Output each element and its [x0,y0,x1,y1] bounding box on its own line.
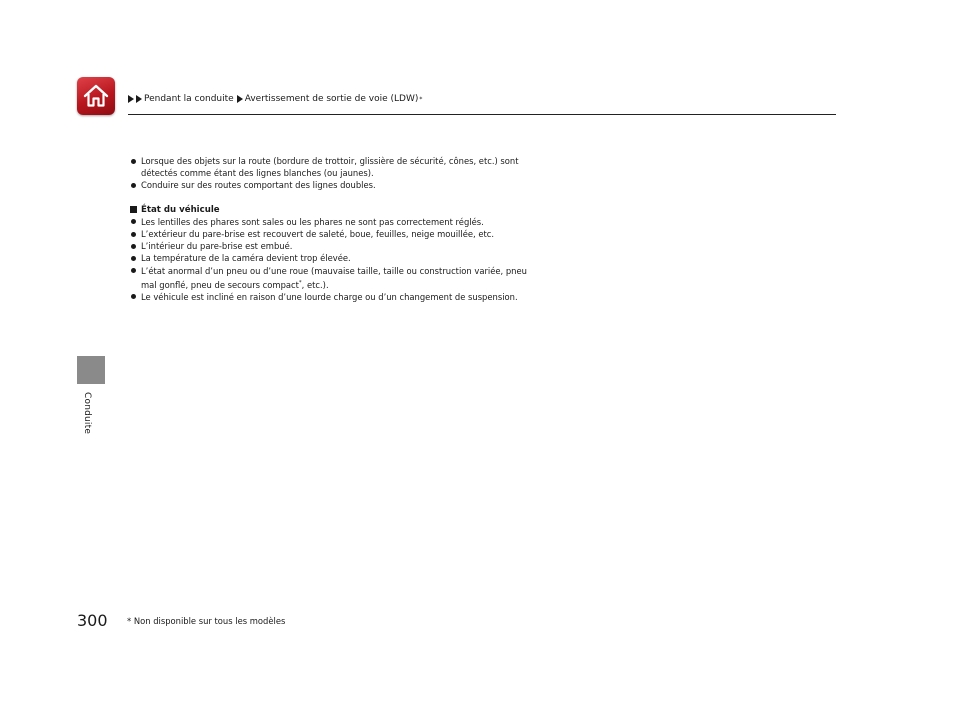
list-item [130,216,570,228]
breadcrumb-item-driving[interactable]: Pendant la conduite [144,94,234,104]
breadcrumb-arrow-icon [136,95,142,103]
list-item-text: Lorsque des objets sur la route (bordure de trottoir, glissière de sécurité, cônes, etc.) sont [141,156,519,166]
breadcrumb-arrow-icon [237,95,243,103]
section-tab-label: Conduite [82,392,92,435]
home-icon [83,84,109,108]
list-item [130,252,570,264]
list-item [130,179,570,191]
list-item-text: Conduire sur des routes comportant des lignes doubles. [141,180,376,191]
list-item-text: L’état anormal d’un pneu ou d’une roue (mauvaise taille, taille ou construction variée, pneu [141,265,527,276]
footnote: * Non disponible sur tous les modèles [127,616,286,626]
list-item-text-part: , etc.). [301,279,329,290]
home-button[interactable] [77,77,115,115]
list-item-text-cont: détectés comme étant des lignes blanches (ou jaunes). [141,168,374,179]
section-heading-text: État du véhicule [141,204,220,215]
content-body [130,155,570,303]
footnote-asterisk: * [298,279,302,286]
page-number: 300 [77,611,108,630]
breadcrumb-arrow-icon [128,95,134,103]
list-item-text: Le véhicule est incliné en raison d’une lourde charge ou d’un changement de suspension. [141,291,518,302]
list-item-text: Les lentilles des phares sont sales ou les phares ne sont pas correctement réglés. [141,216,484,227]
list-item-text: L’intérieur du pare-brise est embué. [141,241,293,252]
list-item-text-cont [141,277,570,291]
list-item [130,240,570,252]
list-item [130,265,570,291]
breadcrumb [128,94,422,104]
list-item-text-part: mal gonflé, pneu de secours compact [141,279,299,290]
square-bullet-icon [130,206,137,213]
list-item-text: La température de la caméra devient trop élevée. [141,253,351,264]
list-item [130,291,570,303]
list-item [130,228,570,240]
breadcrumb-item-ldw[interactable]: Avertissement de sortie de voie (LDW) [244,94,419,104]
list-item-text: L’extérieur du pare-brise est recouvert de saleté, boue, feuilles, neige mouillée, etc. [141,229,495,240]
header-divider [128,114,836,115]
list-item [130,155,570,179]
breadcrumb-asterisk: * [419,95,423,103]
section-tab[interactable] [77,356,105,384]
section-heading [130,204,570,216]
